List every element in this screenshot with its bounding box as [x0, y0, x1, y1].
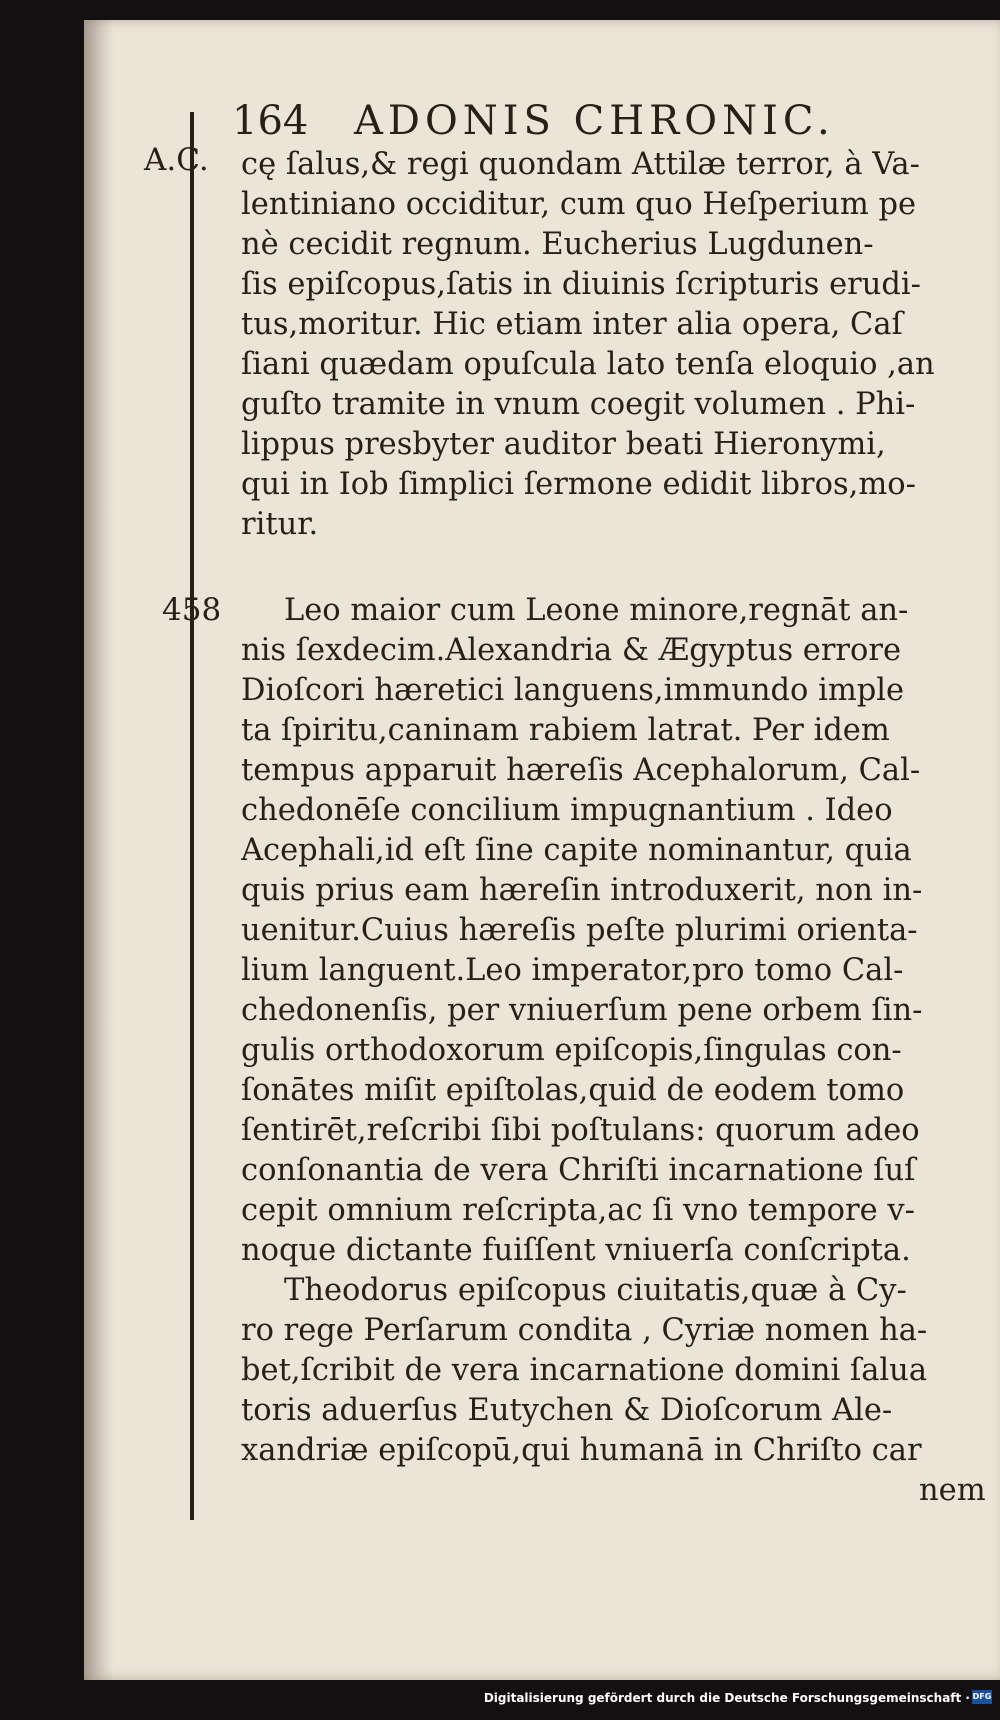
text-line: lium languent.Leo imperator,pro tomo Cal-: [241, 953, 904, 988]
text-line: chedonenſis, per vniuerſum pene orbem ſin-: [241, 993, 923, 1028]
text-line: chedonēſe concilium impugnantium . Ideo: [241, 793, 893, 828]
catchword: nem: [919, 1473, 986, 1508]
dfg-logo-icon: DFG: [972, 1690, 992, 1704]
page-header: [84, 90, 1000, 150]
margin-year: 458: [162, 592, 222, 628]
text-line: guſto tramite in vnum coegit volumen . Phi-: [241, 387, 916, 422]
text-line: cepit omnium reſcripta,ac ſi vno tempore v-: [241, 1193, 915, 1228]
text-line: noque dictante fuiſſent vniuerſa conſcripta.: [241, 1233, 911, 1268]
gutter-shadow: [84, 20, 114, 1680]
text-line: ro rege Perſarum condita , Cyriæ nomen ha-: [241, 1313, 928, 1348]
text-line: Dioſcori hæretici languens,immundo imple: [241, 673, 905, 708]
text-line: xandriæ epiſcopū,qui humanā in Chriſto car: [241, 1433, 922, 1468]
margin-label-ac: A.C.: [144, 142, 209, 178]
text-line: ſiani quædam opuſcula lato tenſa eloquio ,an: [241, 347, 935, 382]
text-line: nè cecidit regnum. Eucherius Lugdunen-: [241, 227, 874, 262]
running-title: ADONIS CHRONIC.: [354, 98, 835, 144]
text-line: cę ſalus,& regi quondam Attilæ terror, à Va-: [241, 147, 920, 182]
text-line: tus,moritur. Hic etiam inter alia opera, Caſ: [241, 307, 903, 342]
funding-credit: Digitalisierung gefördert durch die Deutsche Forschungsgemeinschaft ·: [483, 1691, 970, 1705]
text-line: quis prius eam hæreſin introduxerit, non in-: [241, 873, 923, 908]
page-number: 164: [232, 98, 309, 144]
book-page: [84, 20, 1000, 1680]
text-line: ſonātes miſit epiſtolas,quid de eodem tomo: [241, 1073, 905, 1108]
margin-rule: [190, 112, 194, 1520]
text-line: uenitur.Cuius hæreſis peſte plurimi orienta-: [241, 913, 918, 948]
text-line: Acephali,id eſt ſine capite nominantur, quia: [241, 833, 912, 868]
text-line: toris aduerſus Eutychen & Dioſcorum Ale-: [241, 1393, 893, 1428]
text-line: tempus apparuit hæreſis Acephalorum, Cal-: [241, 753, 921, 788]
text-line: ſentirēt,reſcribi ſibi poſtulans: quorum adeo: [241, 1113, 920, 1148]
text-line: bet,ſcribit de vera incarnatione domini ſalua: [241, 1353, 928, 1388]
digitization-footer: [0, 1680, 1000, 1720]
text-line: ritur.: [241, 507, 319, 542]
text-line: Leo maior cum Leone minore,regnāt an-: [284, 593, 909, 628]
text-line: qui in Iob ſimplici ſermone edidit libros,mo-: [241, 467, 916, 502]
text-line: nis ſexdecim.Alexandria & Ægyptus errore: [241, 633, 902, 668]
text-line: conſonantia de vera Chriſti incarnatione ſuſ: [241, 1153, 916, 1188]
text-line: Theodorus epiſcopus ciuitatis,quæ à Cy-: [284, 1273, 907, 1308]
text-line: ta ſpiritu,caninam rabiem latrat. Per idem: [241, 713, 890, 748]
text-line: gulis orthodoxorum epiſcopis,ſingulas con-: [241, 1033, 902, 1068]
text-line: lippus presbyter auditor beati Hieronymi,: [241, 427, 886, 462]
text-line: lentiniano occiditur, cum quo Heſperium pe: [241, 187, 917, 222]
text-line: ſis epiſcopus,ſatis in diuinis ſcripturis erudi-: [241, 267, 921, 302]
